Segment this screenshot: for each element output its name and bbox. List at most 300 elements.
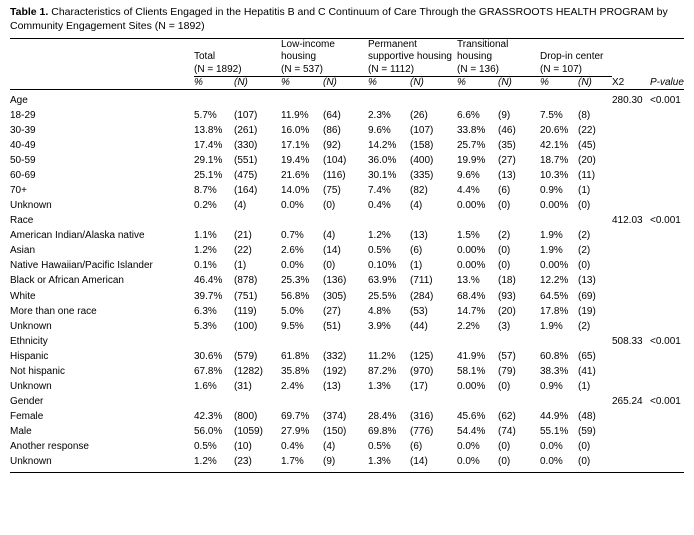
cell-dic-pct: 42.1% bbox=[540, 140, 569, 152]
row-label: 30-39 bbox=[10, 124, 36, 136]
cell-total-pct: 42.3% bbox=[194, 410, 223, 422]
table-row bbox=[10, 138, 684, 153]
cell-dic-pct: 20.6% bbox=[540, 124, 569, 136]
cell-lih-n: (150) bbox=[323, 425, 347, 437]
cell-lih-n: (51) bbox=[323, 320, 341, 332]
row-label: Black or African American bbox=[10, 275, 124, 287]
cell-psh-n: (53) bbox=[410, 305, 428, 317]
cell-psh-pct: 1.3% bbox=[368, 380, 391, 392]
header-group-drop-in-center: Drop-in center (N = 107) bbox=[540, 39, 612, 76]
cell-total-n: (261) bbox=[234, 124, 258, 136]
cell-th-pct: 2.2% bbox=[457, 320, 480, 332]
table-row bbox=[10, 168, 684, 183]
cell-th-pct: 4.4% bbox=[457, 185, 480, 197]
row-label: Unknown bbox=[10, 320, 52, 332]
cell-total-pct: 25.1% bbox=[194, 170, 223, 182]
cell-total-pct: 46.4% bbox=[194, 275, 223, 287]
cell-psh-pct: 4.8% bbox=[368, 305, 391, 317]
cell-th-n: (0) bbox=[498, 260, 511, 272]
cell-lih-n: (92) bbox=[323, 140, 341, 152]
cell-th-pct: 45.6% bbox=[457, 410, 486, 422]
cell-lih-pct: 19.4% bbox=[281, 155, 310, 167]
cell-th-pct: 25.7% bbox=[457, 140, 486, 152]
cell-th-n: (0) bbox=[498, 380, 511, 392]
cell-total-n: (475) bbox=[234, 170, 258, 182]
subheader-x2: X2 bbox=[612, 76, 625, 88]
cell-psh-n: (6) bbox=[410, 245, 423, 257]
cell-dic-pct: 0.9% bbox=[540, 185, 563, 197]
cell-total-pct: 0.2% bbox=[194, 200, 217, 212]
row-label: 40-49 bbox=[10, 140, 36, 152]
table-row bbox=[10, 183, 684, 198]
cell-dic-n: (45) bbox=[578, 140, 596, 152]
header-group-permanent-supportive-housing: Permanent supportive housing (N = 1112) bbox=[368, 39, 457, 76]
cell-dic-n: (2) bbox=[578, 320, 591, 332]
cell-lih-n: (332) bbox=[323, 350, 347, 362]
cell-total-n: (878) bbox=[234, 275, 258, 287]
cell-psh-n: (776) bbox=[410, 425, 434, 437]
cell-th-pct: 33.8% bbox=[457, 124, 486, 136]
cell-th-n: (20) bbox=[498, 305, 516, 317]
row-label: Male bbox=[10, 425, 32, 437]
row-label: 50-59 bbox=[10, 155, 36, 167]
cell-psh-n: (6) bbox=[410, 440, 423, 452]
cell-total-n: (164) bbox=[234, 185, 258, 197]
cell-total-pct: 5.3% bbox=[194, 320, 217, 332]
cell-lih-pct: 5.0% bbox=[281, 305, 304, 317]
cell-psh-n: (107) bbox=[410, 124, 434, 136]
table-row bbox=[10, 198, 684, 213]
row-label: 70+ bbox=[10, 185, 27, 197]
cell-lih-pct: 27.9% bbox=[281, 425, 310, 437]
section-pvalue-race: <0.001 bbox=[650, 215, 681, 227]
cell-dic-n: (0) bbox=[578, 440, 591, 452]
cell-psh-pct: 7.4% bbox=[368, 185, 391, 197]
cell-th-pct: 58.1% bbox=[457, 365, 486, 377]
cell-dic-n: (2) bbox=[578, 230, 591, 242]
cell-psh-n: (14) bbox=[410, 456, 428, 468]
cell-psh-n: (125) bbox=[410, 350, 434, 362]
cell-th-n: (79) bbox=[498, 365, 516, 377]
cell-lih-n: (192) bbox=[323, 365, 347, 377]
cell-psh-pct: 0.4% bbox=[368, 200, 391, 212]
table-row bbox=[10, 409, 684, 424]
table-row bbox=[10, 349, 684, 364]
cell-psh-pct: 1.3% bbox=[368, 456, 391, 468]
header-group-low-income-housing: Low-income housing (N = 537) bbox=[281, 39, 368, 76]
cell-lih-pct: 56.8% bbox=[281, 290, 310, 302]
cell-dic-pct: 7.5% bbox=[540, 109, 563, 121]
cell-dic-pct: 12.2% bbox=[540, 275, 569, 287]
cell-dic-pct: 17.8% bbox=[540, 305, 569, 317]
cell-dic-n: (13) bbox=[578, 275, 596, 287]
cell-psh-pct: 11.2% bbox=[368, 350, 396, 362]
cell-dic-pct: 0.00% bbox=[540, 260, 569, 272]
row-label: White bbox=[10, 290, 36, 302]
section-label-race: Race bbox=[10, 215, 34, 227]
cell-lih-pct: 61.8% bbox=[281, 350, 310, 362]
table-row bbox=[10, 454, 684, 469]
cell-total-n: (4) bbox=[234, 200, 247, 212]
cell-total-n: (579) bbox=[234, 350, 258, 362]
cell-lih-pct: 69.7% bbox=[281, 410, 310, 422]
cell-th-n: (2) bbox=[498, 230, 511, 242]
row-label: Native Hawaiian/Pacific Islander bbox=[10, 260, 153, 272]
section-blank bbox=[194, 334, 612, 349]
cell-psh-pct: 0.10% bbox=[368, 260, 397, 272]
cell-lih-n: (86) bbox=[323, 124, 341, 136]
cell-dic-n: (0) bbox=[578, 260, 591, 272]
cell-dic-n: (0) bbox=[578, 200, 591, 212]
cell-th-pct: 0.00% bbox=[457, 245, 486, 257]
cell-psh-pct: 30.1% bbox=[368, 170, 397, 182]
cell-dic-n: (1) bbox=[578, 380, 591, 392]
cell-psh-pct: 25.5% bbox=[368, 290, 397, 302]
cell-total-pct: 1.1% bbox=[194, 230, 217, 242]
row-label: Not hispanic bbox=[10, 365, 66, 377]
cell-psh-pct: 14.2% bbox=[368, 140, 397, 152]
cell-psh-n: (158) bbox=[410, 140, 434, 152]
table-row bbox=[10, 258, 684, 273]
cell-dic-n: (48) bbox=[578, 410, 596, 422]
cell-dic-pct: 0.0% bbox=[540, 440, 563, 452]
row-label: 18-29 bbox=[10, 109, 36, 121]
cell-th-pct: 68.4% bbox=[457, 290, 486, 302]
subheader-dic-n: (N) bbox=[578, 76, 592, 88]
subheader-pvalue: P-value bbox=[650, 76, 684, 88]
header-group-total: Total (N = 1892) bbox=[194, 39, 281, 76]
cell-dic-pct: 38.3% bbox=[540, 365, 569, 377]
cell-lih-n: (13) bbox=[323, 380, 341, 392]
section-pvalue-age: <0.001 bbox=[650, 94, 681, 106]
cell-dic-n: (69) bbox=[578, 290, 596, 302]
row-label: Unknown bbox=[10, 200, 52, 212]
table-row bbox=[10, 243, 684, 258]
cell-lih-n: (0) bbox=[323, 260, 336, 272]
section-x2-ethnicity: 508.33 bbox=[612, 335, 643, 347]
cell-lih-n: (305) bbox=[323, 290, 347, 302]
cell-psh-pct: 63.9% bbox=[368, 275, 397, 287]
cell-th-n: (6) bbox=[498, 185, 511, 197]
cell-dic-n: (1) bbox=[578, 185, 591, 197]
subheader-th-n: (N) bbox=[498, 76, 512, 88]
cell-lih-pct: 35.8% bbox=[281, 365, 310, 377]
subheader-th-pct: % bbox=[457, 76, 466, 88]
row-label: Asian bbox=[10, 245, 36, 257]
table-row bbox=[10, 228, 684, 243]
cell-lih-pct: 11.9% bbox=[281, 109, 309, 121]
cell-dic-n: (65) bbox=[578, 350, 596, 362]
subheader-blank bbox=[10, 76, 194, 89]
cell-psh-pct: 3.9% bbox=[368, 320, 391, 332]
section-label-ethnicity: Ethnicity bbox=[10, 335, 48, 347]
cell-psh-pct: 69.8% bbox=[368, 425, 397, 437]
cell-psh-n: (82) bbox=[410, 185, 428, 197]
subheader-psh-n: (N) bbox=[410, 76, 424, 88]
section-header-row bbox=[10, 93, 684, 108]
section-blank bbox=[194, 213, 612, 228]
table-row bbox=[10, 108, 684, 123]
cell-th-n: (0) bbox=[498, 456, 511, 468]
cell-dic-n: (19) bbox=[578, 305, 596, 317]
section-header-row bbox=[10, 213, 684, 228]
cell-lih-n: (9) bbox=[323, 456, 336, 468]
cell-th-pct: 0.0% bbox=[457, 456, 480, 468]
cell-total-pct: 39.7% bbox=[194, 290, 223, 302]
cell-th-pct: 0.00% bbox=[457, 260, 486, 272]
cell-lih-pct: 14.0% bbox=[281, 185, 310, 197]
cell-lih-pct: 0.0% bbox=[281, 200, 304, 212]
section-x2-gender: 265.24 bbox=[612, 395, 643, 407]
section-blank bbox=[194, 93, 612, 108]
cell-psh-n: (400) bbox=[410, 155, 434, 167]
cell-lih-pct: 1.7% bbox=[281, 456, 304, 468]
cell-dic-n: (22) bbox=[578, 124, 596, 136]
cell-total-pct: 1.2% bbox=[194, 245, 217, 257]
row-label: American Indian/Alaska native bbox=[10, 230, 145, 242]
cell-total-pct: 56.0% bbox=[194, 425, 223, 437]
cell-th-pct: 41.9% bbox=[457, 350, 486, 362]
cell-th-n: (62) bbox=[498, 410, 516, 422]
cell-th-n: (13) bbox=[498, 170, 516, 182]
row-label: Another response bbox=[10, 440, 89, 452]
subheader-psh-pct: % bbox=[368, 76, 377, 88]
cell-psh-pct: 0.5% bbox=[368, 245, 391, 257]
cell-th-n: (3) bbox=[498, 320, 511, 332]
cell-th-n: (9) bbox=[498, 109, 511, 121]
cell-psh-n: (284) bbox=[410, 290, 434, 302]
cell-dic-n: (2) bbox=[578, 245, 591, 257]
cell-th-n: (27) bbox=[498, 155, 516, 167]
cell-total-pct: 13.8% bbox=[194, 124, 223, 136]
cell-lih-pct: 0.0% bbox=[281, 260, 304, 272]
cell-th-pct: 19.9% bbox=[457, 155, 486, 167]
cell-dic-n: (0) bbox=[578, 456, 591, 468]
section-blank bbox=[194, 394, 612, 409]
cell-total-pct: 1.6% bbox=[194, 380, 217, 392]
row-label: 60-69 bbox=[10, 170, 36, 182]
cell-th-pct: 14.7% bbox=[457, 305, 486, 317]
cell-total-n: (551) bbox=[234, 155, 258, 167]
cell-lih-n: (4) bbox=[323, 440, 336, 452]
cell-th-n: (46) bbox=[498, 124, 516, 136]
cell-th-pct: 1.5% bbox=[457, 230, 480, 242]
cell-lih-n: (64) bbox=[323, 109, 341, 121]
cell-lih-n: (75) bbox=[323, 185, 341, 197]
cell-lih-pct: 25.3% bbox=[281, 275, 310, 287]
cell-psh-n: (1) bbox=[410, 260, 423, 272]
cell-total-pct: 0.5% bbox=[194, 440, 217, 452]
section-label-gender: Gender bbox=[10, 395, 44, 407]
cell-psh-n: (4) bbox=[410, 200, 423, 212]
cell-lih-n: (116) bbox=[323, 170, 346, 182]
table-row bbox=[10, 123, 684, 138]
cell-th-pct: 9.6% bbox=[457, 170, 480, 182]
row-label: Unknown bbox=[10, 456, 52, 468]
subheader-lih-n: (N) bbox=[323, 76, 337, 88]
cell-total-n: (800) bbox=[234, 410, 258, 422]
cell-total-pct: 8.7% bbox=[194, 185, 217, 197]
subheader-dic-pct: % bbox=[540, 76, 549, 88]
cell-total-pct: 17.4% bbox=[194, 140, 223, 152]
header-group-transitional-housing: Transitional housing (N = 136) bbox=[457, 39, 540, 76]
cell-lih-n: (374) bbox=[323, 410, 347, 422]
cell-total-pct: 6.3% bbox=[194, 305, 217, 317]
cell-th-pct: 0.0% bbox=[457, 440, 480, 452]
table-row bbox=[10, 439, 684, 454]
table-row bbox=[10, 289, 684, 304]
section-label-age: Age bbox=[10, 94, 28, 106]
cell-psh-n: (316) bbox=[410, 410, 434, 422]
cell-lih-pct: 0.4% bbox=[281, 440, 304, 452]
cell-th-n: (35) bbox=[498, 140, 516, 152]
table-row bbox=[10, 364, 684, 379]
cell-dic-pct: 1.9% bbox=[540, 245, 563, 257]
cell-total-n: (330) bbox=[234, 140, 258, 152]
header-blank-pvalue bbox=[650, 39, 684, 76]
cell-total-n: (1059) bbox=[234, 425, 263, 437]
cell-psh-pct: 28.4% bbox=[368, 410, 397, 422]
cell-lih-n: (27) bbox=[323, 305, 341, 317]
cell-psh-n: (335) bbox=[410, 170, 434, 182]
cell-dic-pct: 10.3% bbox=[540, 170, 569, 182]
row-label: Unknown bbox=[10, 380, 52, 392]
cell-th-n: (74) bbox=[498, 425, 516, 437]
cell-th-n: (18) bbox=[498, 275, 516, 287]
cell-psh-pct: 2.3% bbox=[368, 109, 391, 121]
cell-psh-n: (711) bbox=[410, 275, 433, 287]
cell-total-n: (21) bbox=[234, 230, 252, 242]
cell-psh-pct: 1.2% bbox=[368, 230, 391, 242]
cell-dic-pct: 0.0% bbox=[540, 456, 563, 468]
cell-psh-n: (970) bbox=[410, 365, 434, 377]
cell-total-n: (1) bbox=[234, 260, 247, 272]
section-x2-race: 412.03 bbox=[612, 215, 643, 227]
cell-dic-n: (8) bbox=[578, 109, 591, 121]
cell-total-pct: 0.1% bbox=[194, 260, 217, 272]
cell-dic-pct: 1.9% bbox=[540, 320, 563, 332]
cell-total-n: (23) bbox=[234, 456, 252, 468]
cell-dic-pct: 64.5% bbox=[540, 290, 569, 302]
cell-th-pct: 0.00% bbox=[457, 380, 486, 392]
cell-dic-pct: 0.00% bbox=[540, 200, 569, 212]
cell-th-pct: 0.00% bbox=[457, 200, 486, 212]
cell-dic-n: (59) bbox=[578, 425, 596, 437]
cell-lih-pct: 2.6% bbox=[281, 245, 304, 257]
cell-dic-pct: 0.9% bbox=[540, 380, 563, 392]
table-row bbox=[10, 319, 684, 334]
section-header-row bbox=[10, 334, 684, 349]
section-pvalue-gender: <0.001 bbox=[650, 395, 681, 407]
cell-dic-pct: 1.9% bbox=[540, 230, 563, 242]
header-blank-x2 bbox=[612, 39, 650, 76]
cell-psh-n: (17) bbox=[410, 380, 428, 392]
cell-dic-n: (11) bbox=[578, 170, 596, 182]
row-label: Hispanic bbox=[10, 350, 49, 362]
cell-lih-n: (136) bbox=[323, 275, 347, 287]
cell-total-n: (22) bbox=[234, 245, 252, 257]
subheader-total-n: (N) bbox=[234, 76, 248, 88]
table-caption-text: Characteristics of Clients Engaged in the Hepatitis B and C Continuum of Care Through the GRASSROOTS HEALTH PROGRAM by Community Engagement Sites (N = 1892) bbox=[10, 6, 668, 32]
cell-dic-pct: 60.8% bbox=[540, 350, 569, 362]
cell-th-pct: 13.% bbox=[457, 275, 480, 287]
row-label: More than one race bbox=[10, 305, 97, 317]
cell-total-n: (1282) bbox=[234, 365, 263, 377]
cell-total-pct: 30.6% bbox=[194, 350, 223, 362]
table-row bbox=[10, 304, 684, 319]
cell-th-n: (0) bbox=[498, 245, 511, 257]
cell-th-pct: 6.6% bbox=[457, 109, 480, 121]
cell-lih-n: (0) bbox=[323, 200, 336, 212]
cell-lih-n: (14) bbox=[323, 245, 341, 257]
cell-dic-n: (20) bbox=[578, 155, 596, 167]
cell-psh-pct: 36.0% bbox=[368, 155, 397, 167]
cell-total-pct: 29.1% bbox=[194, 155, 223, 167]
table-caption-label: Table 1. bbox=[10, 6, 49, 18]
subheader-total-pct: % bbox=[194, 76, 203, 88]
table-row bbox=[10, 424, 684, 439]
cell-psh-pct: 0.5% bbox=[368, 440, 391, 452]
cell-total-n: (100) bbox=[234, 320, 258, 332]
cell-psh-pct: 87.2% bbox=[368, 365, 397, 377]
table-subheader-row bbox=[10, 76, 684, 89]
subheader-lih-pct: % bbox=[281, 76, 290, 88]
cell-lih-pct: 17.1% bbox=[281, 140, 310, 152]
table-row bbox=[10, 379, 684, 394]
cell-total-pct: 5.7% bbox=[194, 109, 217, 121]
cell-lih-pct: 16.0% bbox=[281, 124, 310, 136]
table-group-header-row bbox=[10, 39, 684, 76]
cell-psh-pct: 9.6% bbox=[368, 124, 391, 136]
table-bottom-rule bbox=[10, 473, 684, 474]
cell-th-n: (0) bbox=[498, 440, 511, 452]
cell-lih-pct: 9.5% bbox=[281, 320, 304, 332]
cell-dic-pct: 55.1% bbox=[540, 425, 569, 437]
cell-lih-pct: 0.7% bbox=[281, 230, 304, 242]
cell-total-n: (107) bbox=[234, 109, 258, 121]
cell-total-n: (10) bbox=[234, 440, 252, 452]
cell-lih-pct: 2.4% bbox=[281, 380, 304, 392]
cell-dic-pct: 44.9% bbox=[540, 410, 569, 422]
cell-th-n: (93) bbox=[498, 290, 516, 302]
table-row bbox=[10, 153, 684, 168]
cell-total-pct: 67.8% bbox=[194, 365, 223, 377]
cell-total-pct: 1.2% bbox=[194, 456, 217, 468]
cell-lih-n: (4) bbox=[323, 230, 336, 242]
table-caption bbox=[10, 6, 684, 33]
cell-th-n: (0) bbox=[498, 200, 511, 212]
cell-total-n: (751) bbox=[234, 290, 258, 302]
header-blank bbox=[10, 39, 194, 76]
table-row bbox=[10, 273, 684, 288]
row-label: Female bbox=[10, 410, 44, 422]
section-pvalue-ethnicity: <0.001 bbox=[650, 335, 681, 347]
cell-total-n: (119) bbox=[234, 305, 257, 317]
characteristics-table bbox=[10, 38, 684, 473]
cell-dic-n: (41) bbox=[578, 365, 596, 377]
section-x2-age: 280.30 bbox=[612, 94, 643, 106]
cell-psh-n: (44) bbox=[410, 320, 428, 332]
cell-dic-pct: 18.7% bbox=[540, 155, 569, 167]
cell-lih-pct: 21.6% bbox=[281, 170, 310, 182]
section-header-row bbox=[10, 394, 684, 409]
cell-th-n: (57) bbox=[498, 350, 516, 362]
cell-total-n: (31) bbox=[234, 380, 252, 392]
cell-th-pct: 54.4% bbox=[457, 425, 486, 437]
cell-lih-n: (104) bbox=[323, 155, 347, 167]
cell-psh-n: (13) bbox=[410, 230, 428, 242]
cell-psh-n: (26) bbox=[410, 109, 428, 121]
